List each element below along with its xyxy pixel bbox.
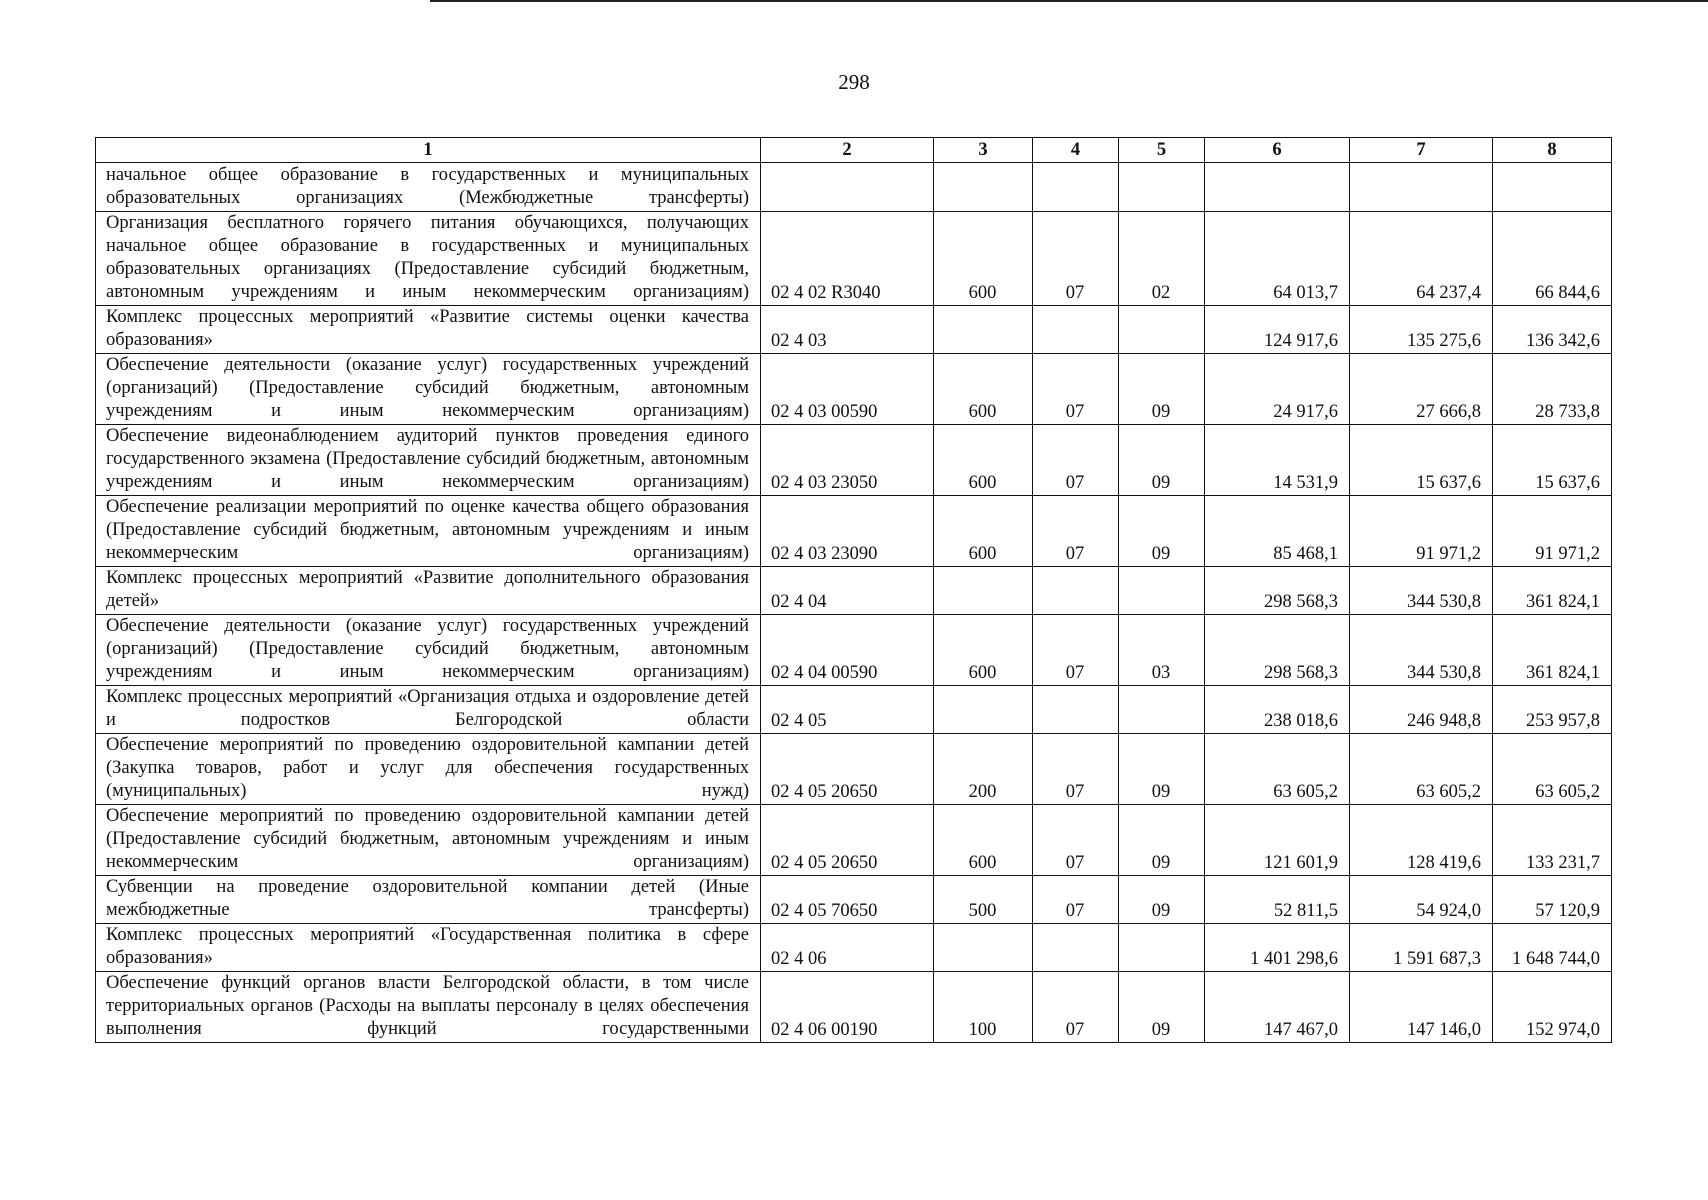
cell-col-5 xyxy=(1119,306,1205,354)
cell-name: Обеспечение реализации мероприятий по оценке качества общего образования (Предоставление субсидий бюджетным, автономным учреждениям и иным некоммерческим организациям) xyxy=(96,496,761,567)
cell-col-4 xyxy=(1033,686,1119,734)
cell-col-4: 07 xyxy=(1033,734,1119,805)
cell-amount-6: 24 917,6 xyxy=(1205,354,1350,425)
cell-col-4: 07 xyxy=(1033,972,1119,1043)
cell-code: 02 4 03 23050 xyxy=(761,425,934,496)
cell-col-4: 07 xyxy=(1033,425,1119,496)
cell-col-3: 200 xyxy=(934,734,1033,805)
cell-amount-6: 1 401 298,6 xyxy=(1205,924,1350,972)
cell-code: 02 4 04 xyxy=(761,567,934,615)
table-row xyxy=(96,686,1612,734)
cell-col-5: 09 xyxy=(1119,354,1205,425)
cell-code: 02 4 04 00590 xyxy=(761,615,934,686)
table-body xyxy=(96,163,1612,1043)
cell-col-3: 600 xyxy=(934,805,1033,876)
cell-code: 02 4 05 20650 xyxy=(761,805,934,876)
header-col-5: 5 xyxy=(1119,138,1205,163)
cell-col-5: 09 xyxy=(1119,876,1205,924)
cell-col-5: 09 xyxy=(1119,496,1205,567)
cell-amount-7: 344 530,8 xyxy=(1350,615,1493,686)
cell-code: 02 4 03 xyxy=(761,306,934,354)
cell-col-4: 07 xyxy=(1033,615,1119,686)
cell-col-3 xyxy=(934,924,1033,972)
cell-amount-7: 54 924,0 xyxy=(1350,876,1493,924)
cell-amount-7: 246 948,8 xyxy=(1350,686,1493,734)
cell-amount-7: 135 275,6 xyxy=(1350,306,1493,354)
cell-amount-7: 1 591 687,3 xyxy=(1350,924,1493,972)
budget-table xyxy=(95,137,1612,1043)
cell-amount-6 xyxy=(1205,163,1350,212)
table-row xyxy=(96,972,1612,1043)
cell-amount-6: 52 811,5 xyxy=(1205,876,1350,924)
cell-amount-8: 1 648 744,0 xyxy=(1493,924,1612,972)
table-row xyxy=(96,425,1612,496)
cell-col-4: 07 xyxy=(1033,496,1119,567)
table-row xyxy=(96,212,1612,306)
cell-name: Обеспечение видеонаблюдением аудиторий пунктов проведения единого государственного экзамена (Предоставление субсидий бюджетным, автономным учреждениям и иным некоммерческим организациям) xyxy=(96,425,761,496)
cell-amount-6: 64 013,7 xyxy=(1205,212,1350,306)
cell-amount-8: 361 824,1 xyxy=(1493,615,1612,686)
page-number: 298 xyxy=(838,70,870,94)
cell-code: 02 4 05 20650 xyxy=(761,734,934,805)
cell-amount-8: 253 957,8 xyxy=(1493,686,1612,734)
cell-col-5 xyxy=(1119,163,1205,212)
header-col-1: 1 xyxy=(96,138,761,163)
header-col-3: 3 xyxy=(934,138,1033,163)
cell-amount-7 xyxy=(1350,163,1493,212)
cell-amount-7: 91 971,2 xyxy=(1350,496,1493,567)
cell-col-4 xyxy=(1033,924,1119,972)
cell-code: 02 4 03 00590 xyxy=(761,354,934,425)
table-row xyxy=(96,496,1612,567)
table-row xyxy=(96,924,1612,972)
cell-amount-8: 63 605,2 xyxy=(1493,734,1612,805)
cell-amount-7: 147 146,0 xyxy=(1350,972,1493,1043)
cell-amount-7: 63 605,2 xyxy=(1350,734,1493,805)
header-col-2: 2 xyxy=(761,138,934,163)
table-row xyxy=(96,567,1612,615)
cell-code: 02 4 06 xyxy=(761,924,934,972)
cell-amount-8: 152 974,0 xyxy=(1493,972,1612,1043)
cell-col-4: 07 xyxy=(1033,212,1119,306)
cell-amount-8: 361 824,1 xyxy=(1493,567,1612,615)
cell-name: Обеспечение мероприятий по проведению оздоровительной кампании детей (Предоставление субсидий бюджетным, автономным учреждениям и иным некоммерческим организациям) xyxy=(96,805,761,876)
cell-amount-8: 133 231,7 xyxy=(1493,805,1612,876)
cell-amount-6: 298 568,3 xyxy=(1205,615,1350,686)
cell-col-5: 09 xyxy=(1119,805,1205,876)
cell-name: Комплекс процессных мероприятий «Развитие дополнительного образования детей» xyxy=(96,567,761,615)
cell-amount-7: 128 419,6 xyxy=(1350,805,1493,876)
table-row xyxy=(96,306,1612,354)
cell-col-3 xyxy=(934,163,1033,212)
cell-col-4: 07 xyxy=(1033,876,1119,924)
cell-code: 02 4 03 23090 xyxy=(761,496,934,567)
cell-col-3: 600 xyxy=(934,354,1033,425)
header-col-6: 6 xyxy=(1205,138,1350,163)
header-row xyxy=(96,138,1612,163)
table-row xyxy=(96,163,1612,212)
cell-col-5: 03 xyxy=(1119,615,1205,686)
cell-col-3 xyxy=(934,306,1033,354)
cell-name: начальное общее образование в государственных и муниципальных образовательных организациях (Межбюджетные трансферты) xyxy=(96,163,761,212)
cell-code: 02 4 05 xyxy=(761,686,934,734)
cell-col-5: 09 xyxy=(1119,972,1205,1043)
cell-name: Субвенции на проведение оздоровительной компании детей (Иные межбюджетные трансферты) xyxy=(96,876,761,924)
cell-name: Организация бесплатного горячего питания обучающихся, получающих начальное общее образование в государственных и муниципальных образовательных организациях (Предоставление субсидий бюджетным, автономным учреждениям и иным некоммерческим организациям) xyxy=(96,212,761,306)
cell-amount-8: 136 342,6 xyxy=(1493,306,1612,354)
cell-amount-8: 15 637,6 xyxy=(1493,425,1612,496)
cell-amount-6: 147 467,0 xyxy=(1205,972,1350,1043)
cell-amount-8: 66 844,6 xyxy=(1493,212,1612,306)
cell-col-3: 600 xyxy=(934,425,1033,496)
cell-col-4 xyxy=(1033,306,1119,354)
cell-amount-6: 63 605,2 xyxy=(1205,734,1350,805)
cell-amount-6: 121 601,9 xyxy=(1205,805,1350,876)
cell-col-5: 09 xyxy=(1119,425,1205,496)
table-row xyxy=(96,876,1612,924)
cell-amount-6: 14 531,9 xyxy=(1205,425,1350,496)
cell-name: Обеспечение деятельности (оказание услуг) государственных учреждений (организаций) (Предоставление субсидий бюджетным, автономным учреждениям и иным некоммерческим организациям) xyxy=(96,354,761,425)
table-row xyxy=(96,615,1612,686)
cell-col-3: 100 xyxy=(934,972,1033,1043)
cell-col-5 xyxy=(1119,686,1205,734)
cell-amount-6: 298 568,3 xyxy=(1205,567,1350,615)
cell-code: 02 4 05 70650 xyxy=(761,876,934,924)
cell-amount-7: 27 666,8 xyxy=(1350,354,1493,425)
cell-amount-6: 124 917,6 xyxy=(1205,306,1350,354)
cell-amount-8: 57 120,9 xyxy=(1493,876,1612,924)
cell-col-3: 600 xyxy=(934,615,1033,686)
cell-name: Комплекс процессных мероприятий «Развитие системы оценки качества образования» xyxy=(96,306,761,354)
header-col-8: 8 xyxy=(1493,138,1612,163)
cell-name: Обеспечение функций органов власти Белгородской области, в том числе территориальных органов (Расходы на выплаты персоналу в целях обеспечения выполнения функций государственными xyxy=(96,972,761,1043)
cell-col-4: 07 xyxy=(1033,805,1119,876)
cell-col-4 xyxy=(1033,567,1119,615)
cell-col-5: 02 xyxy=(1119,212,1205,306)
cell-amount-8: 28 733,8 xyxy=(1493,354,1612,425)
cell-name: Комплекс процессных мероприятий «Организация отдыха и оздоровление детей и подростков Белгородской области xyxy=(96,686,761,734)
header-col-4: 4 xyxy=(1033,138,1119,163)
cell-amount-7: 15 637,6 xyxy=(1350,425,1493,496)
cell-col-3: 600 xyxy=(934,496,1033,567)
table-row xyxy=(96,354,1612,425)
cell-col-5 xyxy=(1119,924,1205,972)
cell-name: Обеспечение мероприятий по проведению оздоровительной кампании детей (Закупка товаров, работ и услуг для обеспечения государственных (муниципальных) нужд) xyxy=(96,734,761,805)
cell-amount-6: 238 018,6 xyxy=(1205,686,1350,734)
cell-col-3 xyxy=(934,567,1033,615)
cell-amount-7: 64 237,4 xyxy=(1350,212,1493,306)
cell-col-3: 600 xyxy=(934,212,1033,306)
cell-col-5: 09 xyxy=(1119,734,1205,805)
cell-amount-8: 91 971,2 xyxy=(1493,496,1612,567)
cell-col-4: 07 xyxy=(1033,354,1119,425)
cell-col-3 xyxy=(934,686,1033,734)
cell-code: 02 4 02 R3040 xyxy=(761,212,934,306)
cell-amount-7: 344 530,8 xyxy=(1350,567,1493,615)
header-col-7: 7 xyxy=(1350,138,1493,163)
cell-name: Комплекс процессных мероприятий «Государственная политика в сфере образования» xyxy=(96,924,761,972)
cell-col-3: 500 xyxy=(934,876,1033,924)
table-row xyxy=(96,805,1612,876)
cell-code: 02 4 06 00190 xyxy=(761,972,934,1043)
cell-amount-8 xyxy=(1493,163,1612,212)
cell-col-5 xyxy=(1119,567,1205,615)
cell-code xyxy=(761,163,934,212)
cell-name: Обеспечение деятельности (оказание услуг) государственных учреждений (организаций) (Предоставление субсидий бюджетным, автономным учреждениям и иным некоммерческим организациям) xyxy=(96,615,761,686)
cell-col-4 xyxy=(1033,163,1119,212)
cell-amount-6: 85 468,1 xyxy=(1205,496,1350,567)
top-rule xyxy=(430,0,1708,2)
table-row xyxy=(96,734,1612,805)
